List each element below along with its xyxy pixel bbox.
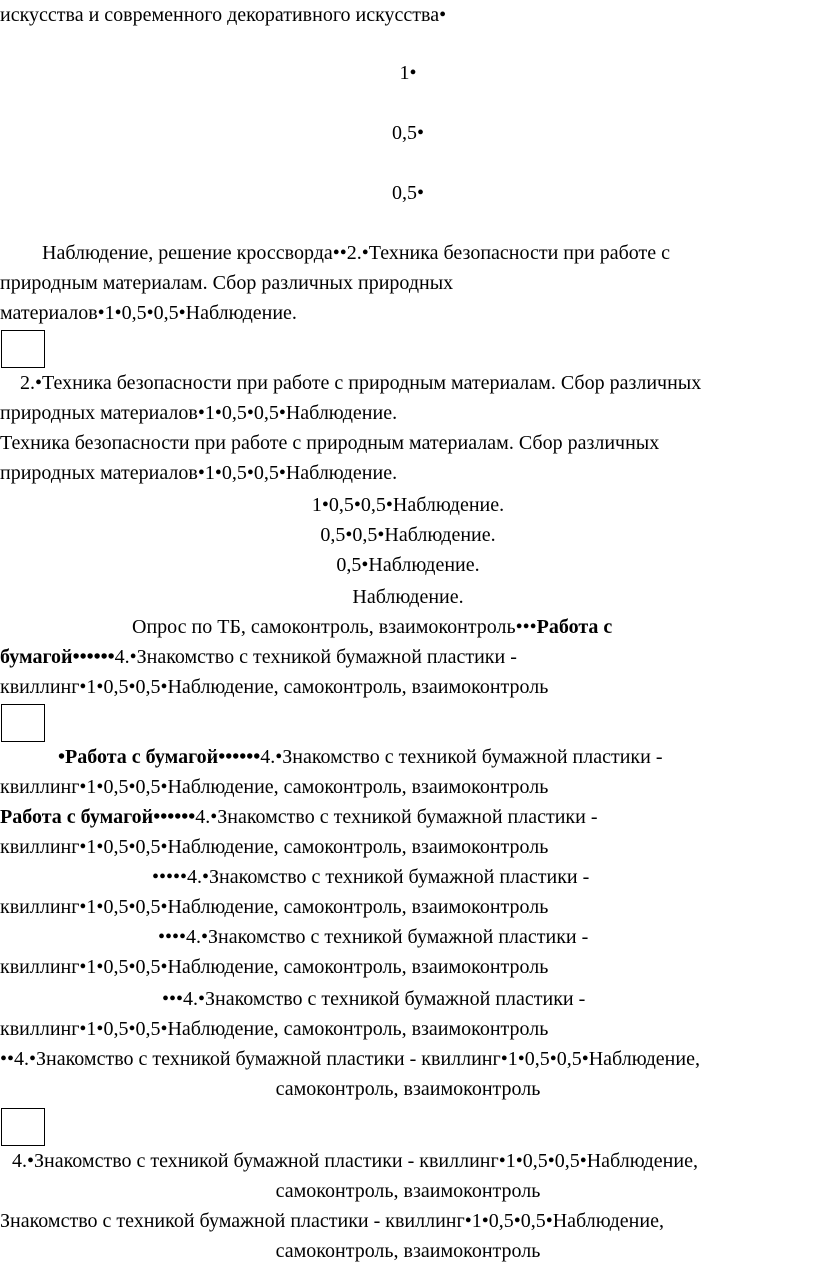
text-line: квиллинг•1•0,5•0,5•Наблюдение, самоконтроль, взаимоконтроль (0, 956, 549, 978)
text-line: 4.•Знакомство с техникой бумажной пластики - квиллинг•1•0,5•0,5•Наблюдение, (12, 1150, 698, 1172)
text-line: квиллинг•1•0,5•0,5•Наблюдение, самоконтроль, взаимоконтроль (0, 676, 549, 698)
text-line (0, 642, 816, 672)
text-line: •••4.•Знакомство с техникой бумажной пластики - (162, 988, 586, 1010)
text-line: природных материалов•1•0,5•0,5•Наблюдение. (0, 402, 398, 424)
text-line (0, 742, 816, 772)
text-line: Знакомство с техникой бумажной пластики - квиллинг•1•0,5•0,5•Наблюдение, (0, 1210, 664, 1232)
empty-checkbox (1, 330, 45, 368)
text-line: ••••4.•Знакомство с техникой бумажной пластики - (158, 926, 589, 948)
text-line: самоконтроль, взаимоконтроль (275, 1078, 541, 1100)
text-line: квиллинг•1•0,5•0,5•Наблюдение, самоконтроль, взаимоконтроль (0, 896, 549, 918)
text-line: квиллинг•1•0,5•0,5•Наблюдение, самоконтроль, взаимоконтроль (0, 776, 549, 798)
text-segment: 4.•Знакомство с техникой бумажной пластики - (260, 746, 663, 768)
text-line: 0,5•Наблюдение. (336, 554, 480, 576)
text-line: 1•0,5•0,5•Наблюдение. (311, 494, 505, 516)
text-line: материалов•1•0,5•0,5•Наблюдение. (0, 302, 297, 324)
text-line (0, 612, 816, 642)
text-segment: 4.•Знакомство с техникой бумажной пластики - (114, 646, 517, 668)
text-line: Наблюдение. (352, 586, 464, 608)
text-segment: Опрос по ТБ, самоконтроль, взаимоконтроль••• (132, 616, 537, 638)
text-line: 2.•Техника безопасности при работе с природным материалам. Сбор различных (20, 372, 702, 394)
text-line: искусства и современного декоративного искусства• (0, 4, 447, 26)
text-line (0, 802, 816, 832)
bold-heading: •Работа с бумагой•••••• (58, 746, 261, 768)
bold-heading: бумагой•••••• (0, 646, 115, 668)
text-line: самоконтроль, взаимоконтроль (275, 1240, 541, 1262)
text-segment: 4.•Знакомство с техникой бумажной пластики - (195, 806, 598, 828)
text-line: 1• (399, 62, 417, 84)
text-line: природным материалам. Сбор различных природных (0, 272, 454, 294)
text-line: 0,5• (391, 182, 424, 204)
text-line: •••••4.•Знакомство с техникой бумажной пластики - (152, 866, 590, 888)
text-line: Техника безопасности при работе с природным материалам. Сбор различных (0, 432, 660, 454)
text-line: Наблюдение, решение кроссворда••2.•Техника безопасности при работе с (42, 242, 670, 264)
text-line: природных материалов•1•0,5•0,5•Наблюдение. (0, 462, 398, 484)
empty-checkbox (1, 1108, 45, 1146)
text-line: 0,5• (391, 122, 424, 144)
text-line: ••4.•Знакомство с техникой бумажной пластики - квиллинг•1•0,5•0,5•Наблюдение, (0, 1048, 700, 1070)
text-line: квиллинг•1•0,5•0,5•Наблюдение, самоконтроль, взаимоконтроль (0, 1018, 549, 1040)
text-line: квиллинг•1•0,5•0,5•Наблюдение, самоконтроль, взаимоконтроль (0, 836, 549, 858)
text-line: 0,5•0,5•Наблюдение. (320, 524, 496, 546)
text-line: самоконтроль, взаимоконтроль (275, 1180, 541, 1202)
bold-heading: Работа с бумагой•••••• (0, 806, 196, 828)
bold-heading: Работа с (536, 616, 613, 638)
empty-checkbox (1, 704, 45, 742)
